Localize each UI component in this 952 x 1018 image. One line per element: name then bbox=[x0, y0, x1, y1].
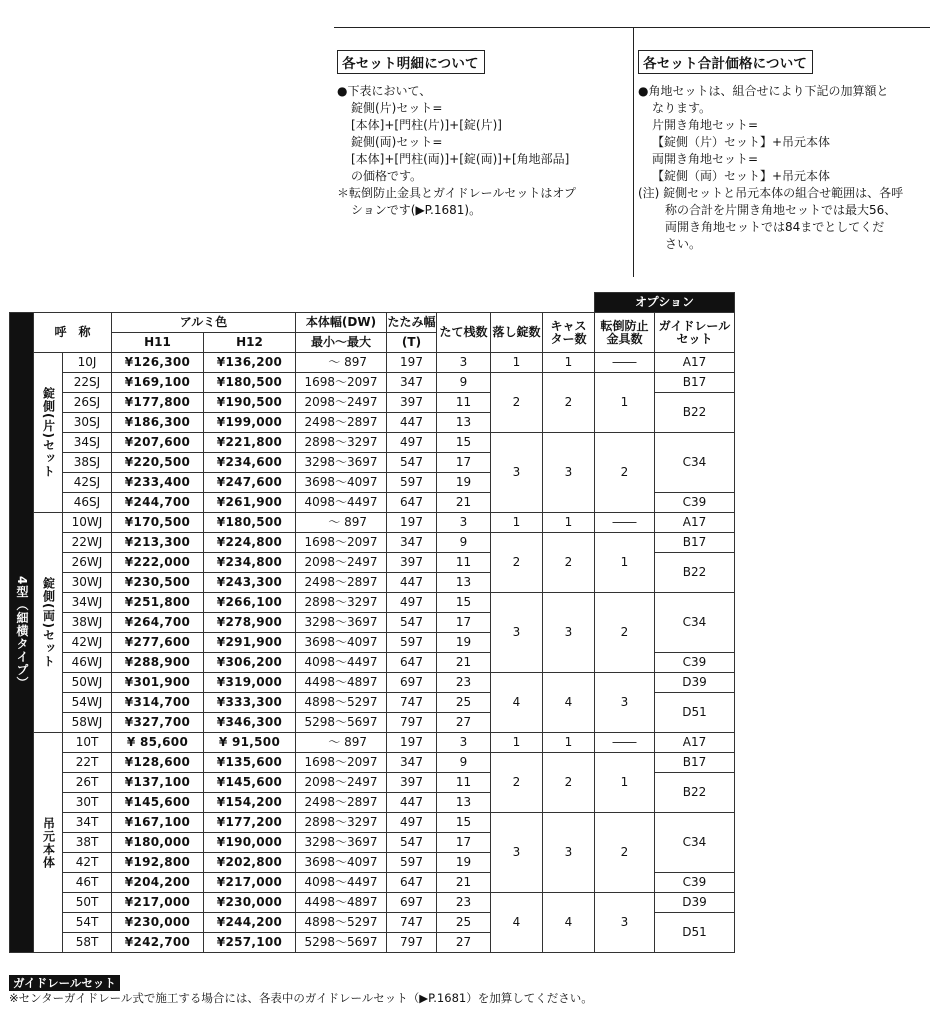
price-h11: ¥301,900 bbox=[112, 673, 204, 693]
fold-width: 497 bbox=[387, 433, 437, 453]
model-code: 10WJ bbox=[63, 513, 112, 533]
caster-count: 4 bbox=[543, 893, 595, 953]
panel-divider bbox=[633, 27, 634, 277]
price-h12: ¥244,200 bbox=[204, 913, 296, 933]
model-code: 42WJ bbox=[63, 633, 112, 653]
model-code: 30SJ bbox=[63, 413, 112, 433]
drop-count: 2 bbox=[491, 373, 543, 433]
fold-width: 347 bbox=[387, 753, 437, 773]
price-h11: ¥137,100 bbox=[112, 773, 204, 793]
price-h12: ¥202,800 bbox=[204, 853, 296, 873]
price-h11: ¥251,800 bbox=[112, 593, 204, 613]
drop-count: 3 bbox=[491, 813, 543, 893]
drop-count: 3 bbox=[491, 433, 543, 513]
header-drop: 落し錠数 bbox=[491, 313, 543, 353]
price-h11: ¥204,200 bbox=[112, 873, 204, 893]
body-width-range: 1698～2097 bbox=[296, 533, 387, 553]
drop-count: 1 bbox=[491, 353, 543, 373]
body-width-range: 3298～3697 bbox=[296, 833, 387, 853]
model-code: 46T bbox=[63, 873, 112, 893]
header-guide: ガイドレール セット bbox=[655, 313, 735, 353]
model-code: 34SJ bbox=[63, 433, 112, 453]
guide-rail-set: B22 bbox=[655, 553, 735, 593]
price-h12: ¥136,200 bbox=[204, 353, 296, 373]
price-h12: ¥217,000 bbox=[204, 873, 296, 893]
price-h12: ¥261,900 bbox=[204, 493, 296, 513]
guide-rail-set: D51 bbox=[655, 913, 735, 953]
table-row bbox=[10, 513, 735, 533]
fold-width: 547 bbox=[387, 453, 437, 473]
drop-count: 4 bbox=[491, 673, 543, 733]
total-line: 【錠側（片）セット】+吊元本体 bbox=[652, 135, 831, 149]
fold-width: 347 bbox=[387, 533, 437, 553]
guide-rail-set: B22 bbox=[655, 773, 735, 813]
stack-count: 27 bbox=[437, 713, 491, 733]
stack-count: 25 bbox=[437, 693, 491, 713]
model-code: 30T bbox=[63, 793, 112, 813]
stack-count: 21 bbox=[437, 873, 491, 893]
tip-count: 3 bbox=[595, 893, 655, 953]
guide-rail-set: C39 bbox=[655, 493, 735, 513]
total-line: 称の合計を片開き角地セットでは最大56、 bbox=[665, 203, 897, 217]
model-code: 46SJ bbox=[63, 493, 112, 513]
fold-width: 697 bbox=[387, 893, 437, 913]
caster-count: 1 bbox=[543, 513, 595, 533]
group-label: 錠側(片)セット bbox=[34, 353, 63, 513]
stack-count: 11 bbox=[437, 393, 491, 413]
total-line: 両開き角地セット= bbox=[652, 152, 759, 166]
caster-count: 1 bbox=[543, 733, 595, 753]
caster-count: 3 bbox=[543, 593, 595, 673]
table-row bbox=[10, 433, 735, 453]
caster-count: 2 bbox=[543, 533, 595, 593]
price-h12: ¥224,800 bbox=[204, 533, 296, 553]
body-width-range: 2098～2497 bbox=[296, 393, 387, 413]
fold-width: 347 bbox=[387, 373, 437, 393]
header-tip: 転倒防止 金具数 bbox=[595, 313, 655, 353]
header-fold: たたみ幅 bbox=[387, 313, 437, 333]
fold-width: 397 bbox=[387, 773, 437, 793]
option-header: オプション bbox=[595, 293, 735, 313]
price-h12: ¥180,500 bbox=[204, 513, 296, 533]
model-code: 46WJ bbox=[63, 653, 112, 673]
price-h12: ¥135,600 bbox=[204, 753, 296, 773]
price-h11: ¥314,700 bbox=[112, 693, 204, 713]
fold-width: 547 bbox=[387, 613, 437, 633]
model-code: 22SJ bbox=[63, 373, 112, 393]
stack-count: 19 bbox=[437, 473, 491, 493]
fold-width: 397 bbox=[387, 553, 437, 573]
fold-width: 597 bbox=[387, 473, 437, 493]
stack-count: 3 bbox=[437, 733, 491, 753]
price-h12: ¥291,900 bbox=[204, 633, 296, 653]
fold-width: 447 bbox=[387, 413, 437, 433]
body-width-range: 2898～3297 bbox=[296, 593, 387, 613]
guide-rail-set: A17 bbox=[655, 733, 735, 753]
total-line: 【錠側（両）セット】+吊元本体 bbox=[652, 169, 831, 183]
price-h12: ¥257,100 bbox=[204, 933, 296, 953]
price-h11: ¥167,100 bbox=[112, 813, 204, 833]
body-width-range: 2098～2497 bbox=[296, 773, 387, 793]
body-width-range: 3298～3697 bbox=[296, 613, 387, 633]
model-code: 54T bbox=[63, 913, 112, 933]
price-h12: ¥230,000 bbox=[204, 893, 296, 913]
stack-count: 9 bbox=[437, 753, 491, 773]
body-width-range: 4098～4497 bbox=[296, 493, 387, 513]
model-code: 30WJ bbox=[63, 573, 112, 593]
model-code: 26WJ bbox=[63, 553, 112, 573]
stack-count: 23 bbox=[437, 673, 491, 693]
price-h12: ¥346,300 bbox=[204, 713, 296, 733]
caster-count: 2 bbox=[543, 753, 595, 813]
body-width-range: ～ 897 bbox=[296, 733, 387, 753]
guide-rail-set: C34 bbox=[655, 433, 735, 493]
body-width-range: ～ 897 bbox=[296, 353, 387, 373]
body-width-range: 2098～2497 bbox=[296, 553, 387, 573]
body-width-range: 2498～2897 bbox=[296, 413, 387, 433]
price-h12: ¥145,600 bbox=[204, 773, 296, 793]
price-h11: ¥180,000 bbox=[112, 833, 204, 853]
model-code: 42T bbox=[63, 853, 112, 873]
stack-count: 17 bbox=[437, 613, 491, 633]
body-width-range: 5298～5697 bbox=[296, 713, 387, 733]
total-panel-title: 各セット合計価格について bbox=[638, 50, 813, 74]
price-h11: ¥230,000 bbox=[112, 913, 204, 933]
guide-rail-set-tag: ガイドレールセット bbox=[9, 975, 120, 991]
header-width-sub: 最小～最大 bbox=[296, 333, 387, 353]
guide-rail-note: ※センターガイドレール式で施工する場合には、各表中のガイドレールセット（▶P.1681）を加算してください。 bbox=[9, 991, 593, 1005]
model-code: 42SJ bbox=[63, 473, 112, 493]
caster-count: 3 bbox=[543, 813, 595, 893]
guide-rail-set: A17 bbox=[655, 353, 735, 373]
price-h12: ¥ 91,500 bbox=[204, 733, 296, 753]
stack-count: 19 bbox=[437, 633, 491, 653]
fold-width: 647 bbox=[387, 653, 437, 673]
table-row bbox=[10, 813, 735, 833]
price-h11: ¥327,700 bbox=[112, 713, 204, 733]
group-label: 錠側(両)セット bbox=[34, 513, 63, 733]
guide-rail-set: B17 bbox=[655, 753, 735, 773]
fold-width: 747 bbox=[387, 693, 437, 713]
drop-count: 3 bbox=[491, 593, 543, 673]
price-h11: ¥213,300 bbox=[112, 533, 204, 553]
body-width-range: 3698～4097 bbox=[296, 473, 387, 493]
stack-count: 21 bbox=[437, 493, 491, 513]
price-h11: ¥170,500 bbox=[112, 513, 204, 533]
details-panel-title: 各セット明細について bbox=[337, 50, 485, 74]
top-rule bbox=[334, 27, 930, 28]
price-h11: ¥177,800 bbox=[112, 393, 204, 413]
stack-count: 3 bbox=[437, 353, 491, 373]
model-code: 50T bbox=[63, 893, 112, 913]
tip-count: 1 bbox=[595, 533, 655, 593]
body-width-range: 1698～2097 bbox=[296, 753, 387, 773]
body-width-range: 3298～3697 bbox=[296, 453, 387, 473]
guide-rail-set: B17 bbox=[655, 373, 735, 393]
fold-width: 197 bbox=[387, 733, 437, 753]
model-code: 38WJ bbox=[63, 613, 112, 633]
details-line: ションです(▶P.1681)。 bbox=[351, 203, 482, 217]
price-h12: ¥278,900 bbox=[204, 613, 296, 633]
fold-width: 647 bbox=[387, 493, 437, 513]
model-code: 50WJ bbox=[63, 673, 112, 693]
body-width-range: 2898～3297 bbox=[296, 813, 387, 833]
price-h11: ¥264,700 bbox=[112, 613, 204, 633]
price-h12: ¥190,500 bbox=[204, 393, 296, 413]
price-h12: ¥221,800 bbox=[204, 433, 296, 453]
stack-count: 17 bbox=[437, 453, 491, 473]
total-line: ●角地セットは、組合せにより下記の加算額と bbox=[638, 84, 889, 98]
fold-width: 597 bbox=[387, 633, 437, 653]
price-h11: ¥220,500 bbox=[112, 453, 204, 473]
header-h12: H12 bbox=[204, 333, 296, 353]
body-width-range: 2498～2897 bbox=[296, 573, 387, 593]
price-h11: ¥169,100 bbox=[112, 373, 204, 393]
caster-count: 2 bbox=[543, 373, 595, 433]
price-h11: ¥145,600 bbox=[112, 793, 204, 813]
body-width-range: 4898～5297 bbox=[296, 913, 387, 933]
body-width-range: 4898～5297 bbox=[296, 693, 387, 713]
model-code: 10T bbox=[63, 733, 112, 753]
table-row bbox=[10, 373, 735, 393]
drop-count: 2 bbox=[491, 753, 543, 813]
price-h12: ¥234,600 bbox=[204, 453, 296, 473]
details-panel bbox=[337, 50, 625, 219]
stack-count: 25 bbox=[437, 913, 491, 933]
model-code: 54WJ bbox=[63, 693, 112, 713]
tip-count: 1 bbox=[595, 373, 655, 433]
price-h12: ¥180,500 bbox=[204, 373, 296, 393]
total-line: 両開き角地セットでは84までとしてくだ bbox=[665, 220, 885, 234]
table-row bbox=[10, 533, 735, 553]
body-width-range: 4098～4497 bbox=[296, 873, 387, 893]
body-width-range: ～ 897 bbox=[296, 513, 387, 533]
fold-width: 697 bbox=[387, 673, 437, 693]
guide-rail-set: C34 bbox=[655, 813, 735, 873]
total-line: 片開き角地セット= bbox=[652, 118, 759, 132]
group-label: 吊元本体 bbox=[34, 733, 63, 953]
price-h12: ¥243,300 bbox=[204, 573, 296, 593]
price-h12: ¥177,200 bbox=[204, 813, 296, 833]
price-h11: ¥186,300 bbox=[112, 413, 204, 433]
model-code: 10J bbox=[63, 353, 112, 373]
model-code: 26T bbox=[63, 773, 112, 793]
total-line: さい。 bbox=[665, 237, 702, 251]
body-width-range: 3698～4097 bbox=[296, 853, 387, 873]
stack-count: 15 bbox=[437, 593, 491, 613]
model-code: 26SJ bbox=[63, 393, 112, 413]
stack-count: 21 bbox=[437, 653, 491, 673]
guide-rail-set: D39 bbox=[655, 673, 735, 693]
total-panel bbox=[638, 50, 938, 253]
stack-count: 19 bbox=[437, 853, 491, 873]
tip-count: 2 bbox=[595, 593, 655, 673]
header-h11: H11 bbox=[112, 333, 204, 353]
fold-width: 447 bbox=[387, 573, 437, 593]
header-color: アルミ色 bbox=[112, 313, 296, 333]
type-side-label: 4型（細横タイプ） bbox=[10, 313, 34, 953]
body-width-range: 3698～4097 bbox=[296, 633, 387, 653]
price-h12: ¥199,000 bbox=[204, 413, 296, 433]
price-h12: ¥333,300 bbox=[204, 693, 296, 713]
table-row bbox=[10, 733, 735, 753]
price-h11: ¥128,600 bbox=[112, 753, 204, 773]
fold-width: 547 bbox=[387, 833, 437, 853]
details-line: 錠側(片)セット= bbox=[351, 101, 443, 115]
price-h12: ¥306,200 bbox=[204, 653, 296, 673]
guide-rail-set: B17 bbox=[655, 533, 735, 553]
header-width: 本体幅(DW) bbox=[296, 313, 387, 333]
price-h11: ¥288,900 bbox=[112, 653, 204, 673]
price-h11: ¥244,700 bbox=[112, 493, 204, 513]
total-line: (注) 錠側セットと吊元本体の組合せ範囲は、各呼 bbox=[638, 186, 904, 200]
model-code: 38T bbox=[63, 833, 112, 853]
model-code: 58WJ bbox=[63, 713, 112, 733]
guide-rail-set: C39 bbox=[655, 653, 735, 673]
model-code: 38SJ bbox=[63, 453, 112, 473]
stack-count: 11 bbox=[437, 773, 491, 793]
guide-rail-set: C34 bbox=[655, 593, 735, 653]
fold-width: 797 bbox=[387, 933, 437, 953]
price-h12: ¥154,200 bbox=[204, 793, 296, 813]
body-width-range: 2898～3297 bbox=[296, 433, 387, 453]
tip-count: ―― bbox=[595, 733, 655, 753]
guide-rail-set: D51 bbox=[655, 693, 735, 733]
stack-count: 23 bbox=[437, 893, 491, 913]
details-line: の価格です。 bbox=[351, 169, 423, 183]
stack-count: 3 bbox=[437, 513, 491, 533]
stack-count: 27 bbox=[437, 933, 491, 953]
table-row bbox=[10, 593, 735, 613]
details-line: ●下表において、 bbox=[337, 84, 432, 98]
drop-count: 2 bbox=[491, 533, 543, 593]
details-line: [本体]+[門柱(両)]+[錠(両)]+[角地部品] bbox=[351, 152, 570, 166]
model-code: 34T bbox=[63, 813, 112, 833]
model-code: 34WJ bbox=[63, 593, 112, 613]
guide-rail-set: A17 bbox=[655, 513, 735, 533]
body-width-range: 2498～2897 bbox=[296, 793, 387, 813]
drop-count: 4 bbox=[491, 893, 543, 953]
stack-count: 11 bbox=[437, 553, 491, 573]
fold-width: 497 bbox=[387, 813, 437, 833]
fold-width: 197 bbox=[387, 353, 437, 373]
price-h11: ¥ 85,600 bbox=[112, 733, 204, 753]
price-h11: ¥192,800 bbox=[112, 853, 204, 873]
price-h12: ¥319,000 bbox=[204, 673, 296, 693]
guide-rail-set: B22 bbox=[655, 393, 735, 433]
price-h12: ¥266,100 bbox=[204, 593, 296, 613]
caster-count: 1 bbox=[543, 353, 595, 373]
fold-width: 397 bbox=[387, 393, 437, 413]
details-line: [本体]+[門柱(片)]+[錠(片)] bbox=[351, 118, 502, 132]
tip-count: 2 bbox=[595, 433, 655, 513]
table-row bbox=[10, 893, 735, 913]
tip-count: 2 bbox=[595, 813, 655, 893]
stack-count: 13 bbox=[437, 413, 491, 433]
stack-count: 9 bbox=[437, 533, 491, 553]
price-h11: ¥217,000 bbox=[112, 893, 204, 913]
price-h11: ¥207,600 bbox=[112, 433, 204, 453]
details-line: ＊転倒防止金具とガイドレールセットはオプ bbox=[337, 186, 577, 200]
model-code: 22T bbox=[63, 753, 112, 773]
table-row bbox=[10, 353, 735, 373]
body-width-range: 1698～2097 bbox=[296, 373, 387, 393]
table-row bbox=[10, 673, 735, 693]
caster-count: 4 bbox=[543, 673, 595, 733]
header-fold-sub: (T) bbox=[387, 333, 437, 353]
price-h12: ¥190,000 bbox=[204, 833, 296, 853]
stack-count: 15 bbox=[437, 433, 491, 453]
caster-count: 3 bbox=[543, 433, 595, 513]
header-row-1 bbox=[10, 313, 735, 333]
model-code: 22WJ bbox=[63, 533, 112, 553]
guide-rail-set: C39 bbox=[655, 873, 735, 893]
tip-count: ―― bbox=[595, 513, 655, 533]
stack-count: 17 bbox=[437, 833, 491, 853]
tip-count: ―― bbox=[595, 353, 655, 373]
details-line: 錠側(両)セット= bbox=[351, 135, 443, 149]
fold-width: 797 bbox=[387, 713, 437, 733]
fold-width: 647 bbox=[387, 873, 437, 893]
price-h11: ¥277,600 bbox=[112, 633, 204, 653]
fold-width: 597 bbox=[387, 853, 437, 873]
price-table-wrap bbox=[9, 292, 735, 953]
fold-width: 197 bbox=[387, 513, 437, 533]
table-row bbox=[10, 753, 735, 773]
body-width-range: 5298～5697 bbox=[296, 933, 387, 953]
header-stack: たて桟数 bbox=[437, 313, 491, 353]
fold-width: 497 bbox=[387, 593, 437, 613]
tip-count: 1 bbox=[595, 753, 655, 813]
price-h12: ¥234,800 bbox=[204, 553, 296, 573]
body-width-range: 4098～4497 bbox=[296, 653, 387, 673]
price-h12: ¥247,600 bbox=[204, 473, 296, 493]
price-table bbox=[9, 292, 735, 953]
price-h11: ¥126,300 bbox=[112, 353, 204, 373]
stack-count: 15 bbox=[437, 813, 491, 833]
price-h11: ¥233,400 bbox=[112, 473, 204, 493]
price-h11: ¥222,000 bbox=[112, 553, 204, 573]
body-width-range: 4498～4897 bbox=[296, 673, 387, 693]
header-caster: キャス ター数 bbox=[543, 313, 595, 353]
model-code: 58T bbox=[63, 933, 112, 953]
fold-width: 447 bbox=[387, 793, 437, 813]
drop-count: 1 bbox=[491, 733, 543, 753]
stack-count: 13 bbox=[437, 793, 491, 813]
stack-count: 9 bbox=[437, 373, 491, 393]
fold-width: 747 bbox=[387, 913, 437, 933]
total-line: なります。 bbox=[652, 101, 712, 115]
drop-count: 1 bbox=[491, 513, 543, 533]
header-name: 呼 称 bbox=[34, 313, 112, 353]
body-width-range: 4498～4897 bbox=[296, 893, 387, 913]
tip-count: 3 bbox=[595, 673, 655, 733]
price-h11: ¥230,500 bbox=[112, 573, 204, 593]
price-h11: ¥242,700 bbox=[112, 933, 204, 953]
stack-count: 13 bbox=[437, 573, 491, 593]
guide-rail-set: D39 bbox=[655, 893, 735, 913]
option-header-row bbox=[10, 293, 735, 313]
